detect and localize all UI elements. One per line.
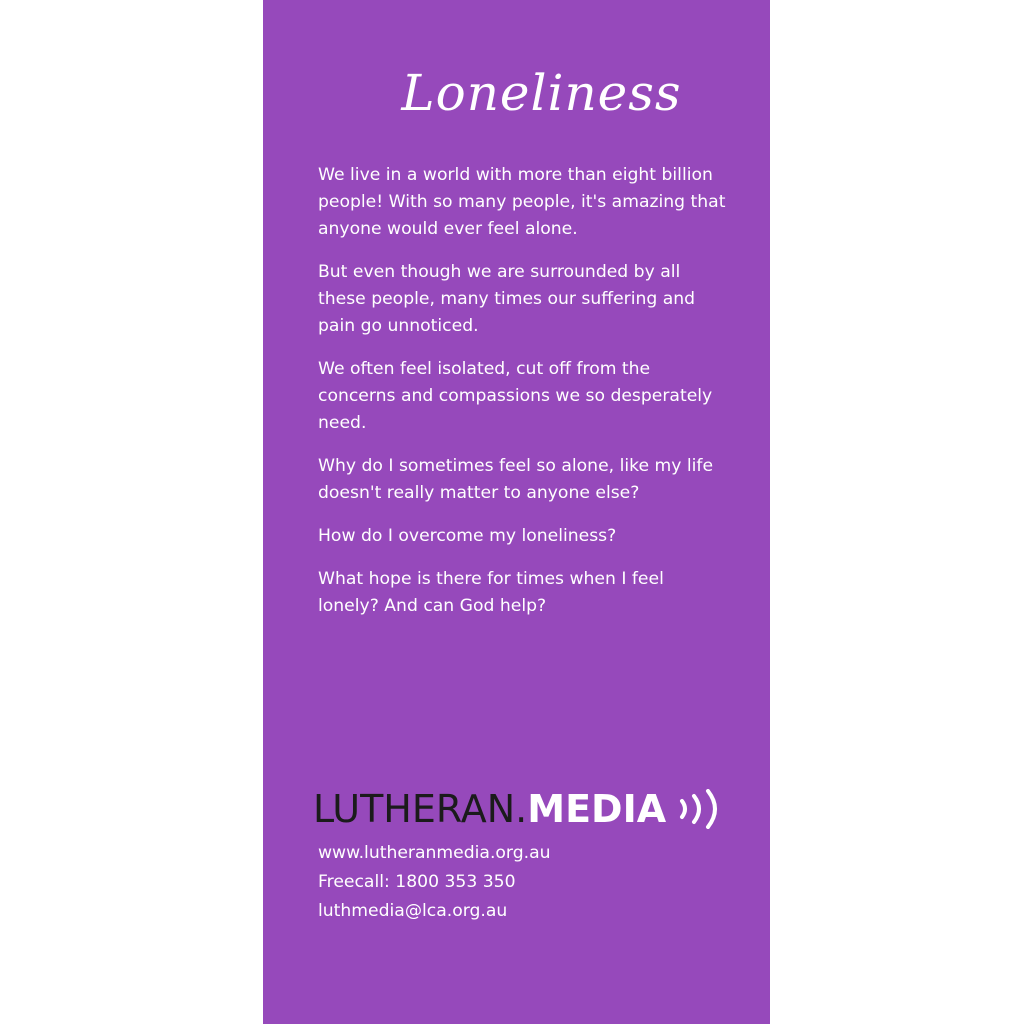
phone-number: Freecall: 1800 353 350 — [318, 872, 516, 892]
paragraph: We often feel isolated, cut off from the concerns and compassions we so desperately need. — [318, 359, 713, 433]
logo-text-lutheran: LUTHERAN. — [313, 787, 528, 831]
email-link[interactable]: luthmedia@lca.org.au — [318, 901, 508, 921]
brochure-panel — [263, 0, 770, 1024]
lutheran-media-logo — [313, 786, 730, 832]
body-text — [318, 162, 728, 636]
paragraph: We live in a world with more than eight billion people! With so many people, it's amazing that anyone would ever feel alone. — [318, 165, 726, 239]
paragraph: Why do I sometimes feel so alone, like my life doesn't really matter to anyone else? — [318, 456, 714, 503]
paragraph: How do I overcome my loneliness? — [318, 526, 617, 546]
website-link[interactable]: www.lutheranmedia.org.au — [318, 843, 551, 863]
contact-info — [318, 839, 551, 926]
page-title: Loneliness — [401, 64, 682, 122]
paragraph: But even though we are surrounded by all these people, many times our suffering and pain go unnoticed. — [318, 262, 696, 336]
logo-text-media: MEDIA — [527, 787, 667, 831]
broadcast-waves-icon — [676, 789, 730, 829]
paragraph: What hope is there for times when I feel lonely? And can God help? — [318, 569, 664, 616]
